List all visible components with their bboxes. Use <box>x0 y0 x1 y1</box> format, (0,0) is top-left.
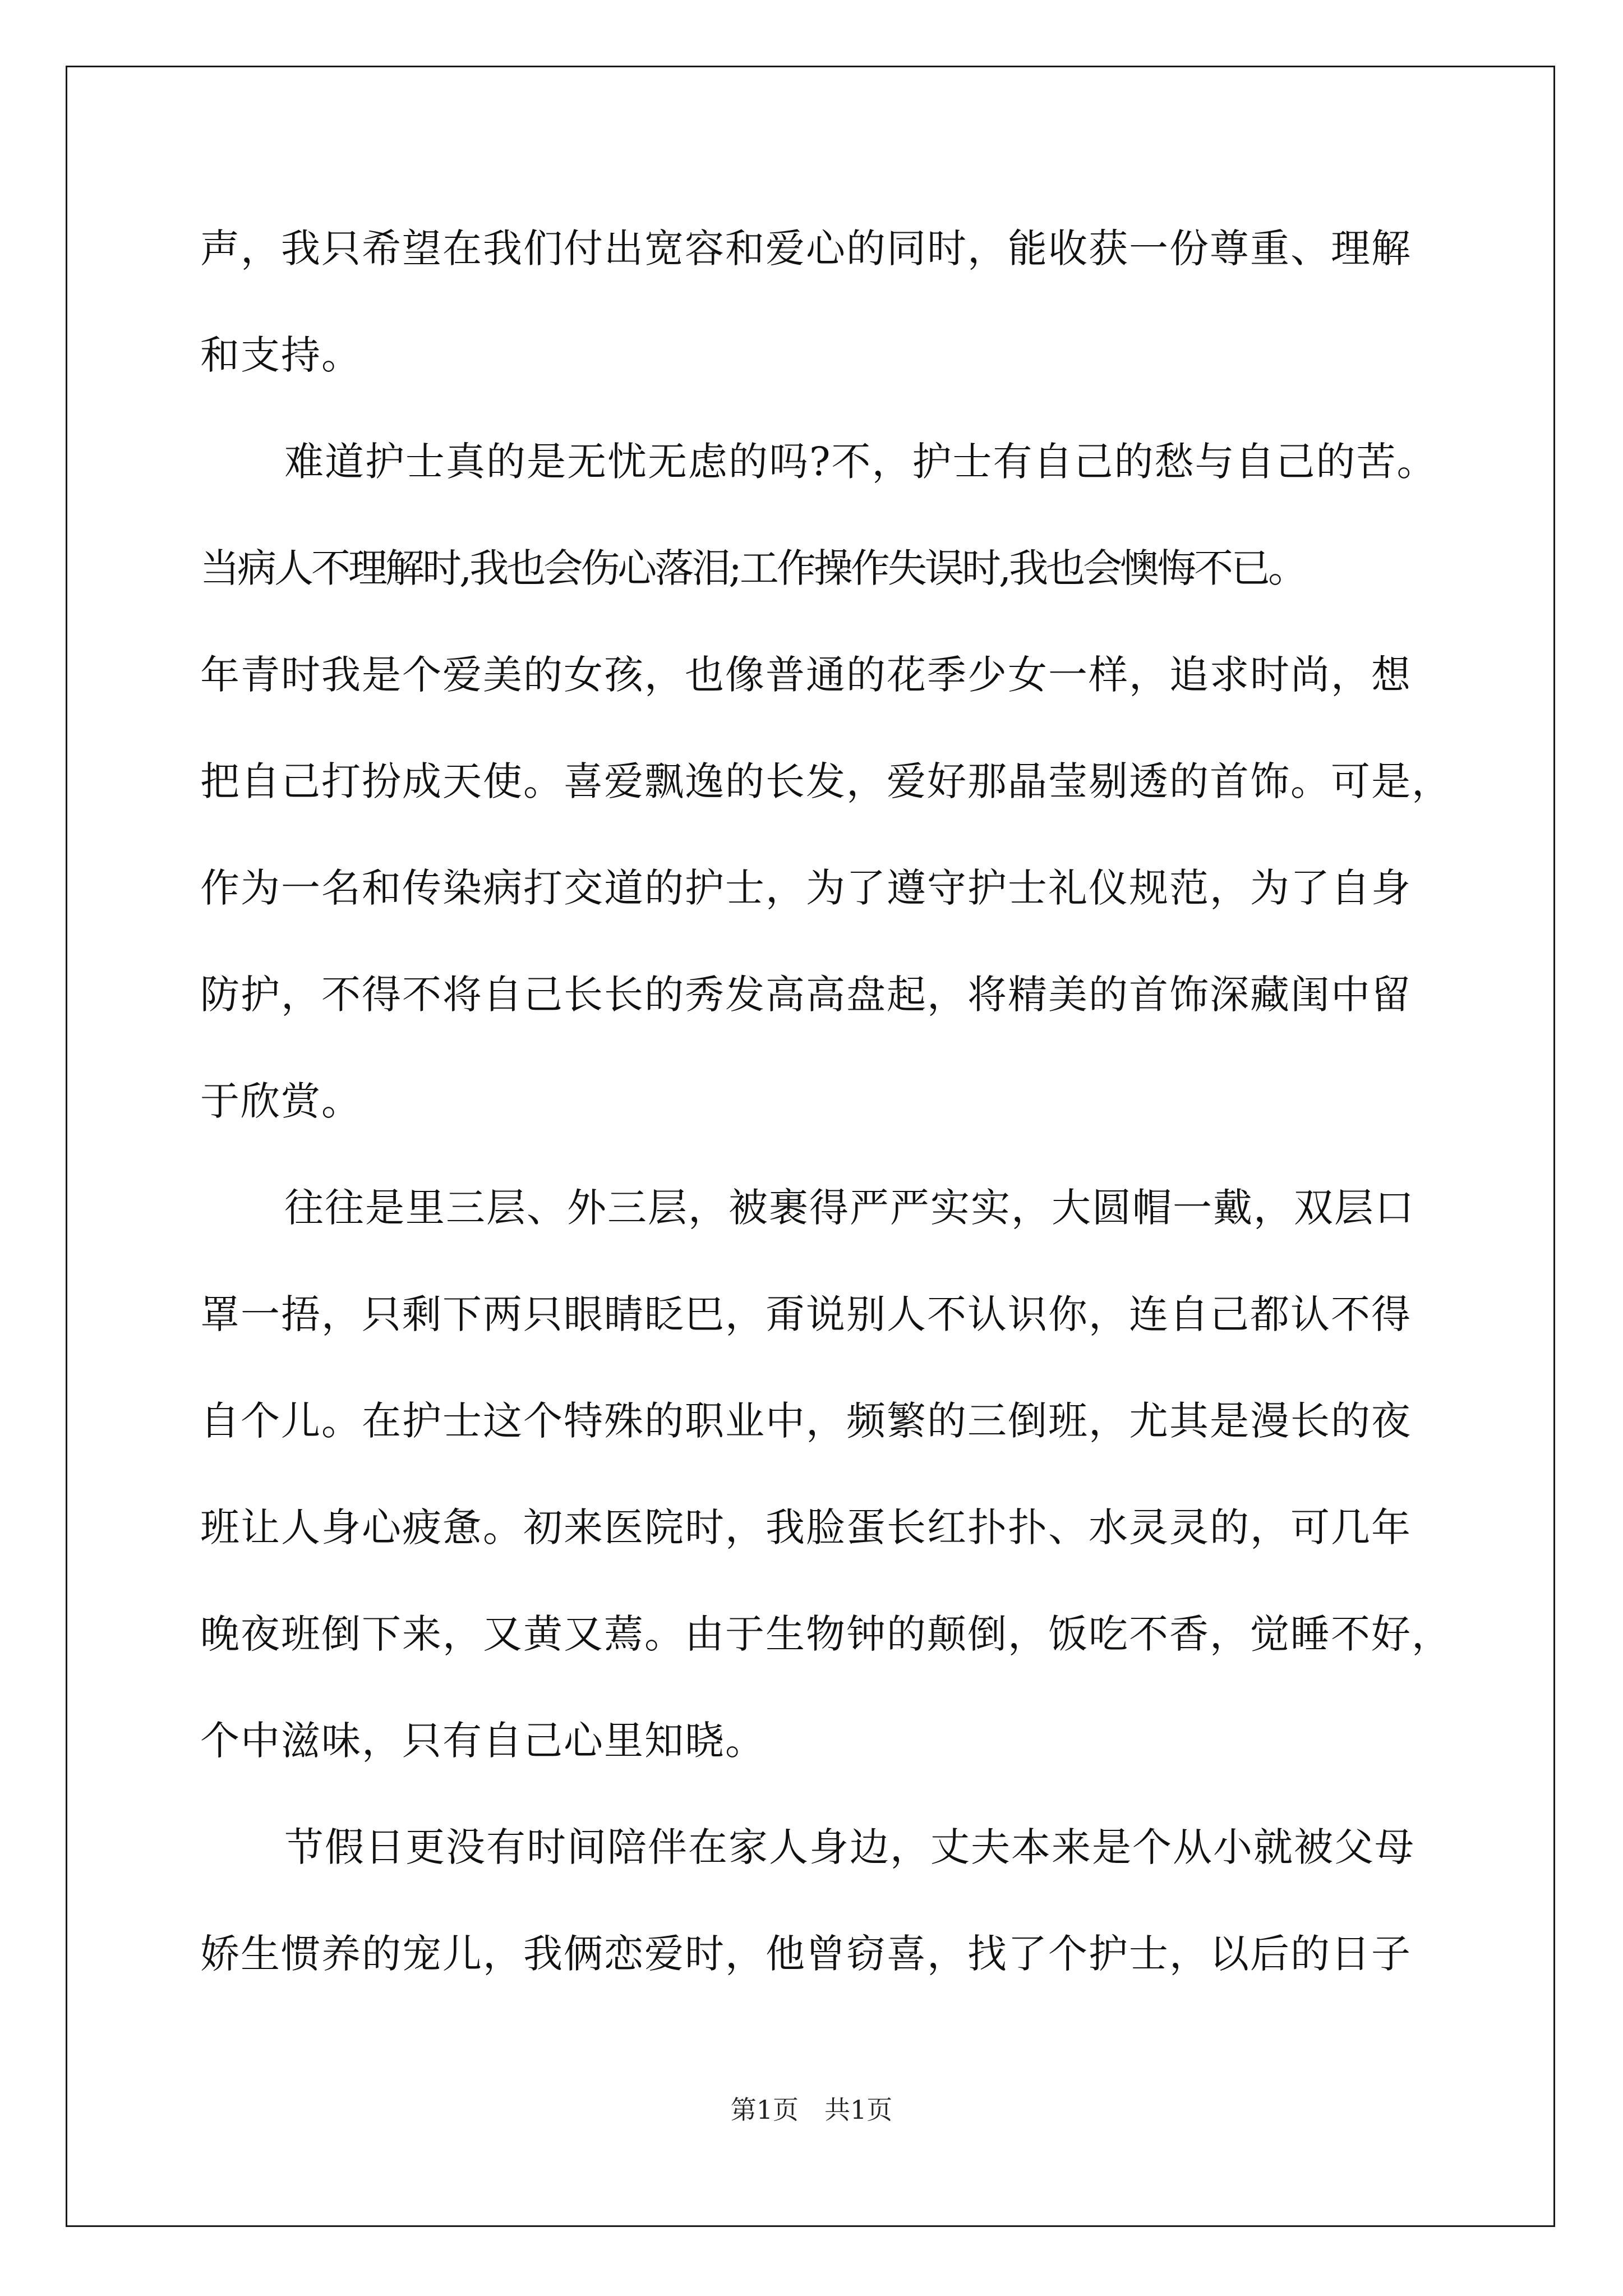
text-line: 于欣赏。 <box>200 1078 362 1124</box>
text-line: 把自己打扮成天使。喜爱飘逸的长发，爱好那晶莹剔透的首饰。可是， <box>200 758 1452 804</box>
text-line: 班让人身心疲惫。初来医院时，我脸蛋长红扑扑、水灵灵的，可几年 <box>200 1504 1412 1550</box>
text-line: 娇生惯养的宠儿，我俩恋爱时，他曾窃喜，找了个护士，以后的日子 <box>200 1931 1412 1977</box>
text-line: 作为一名和传染病打交道的护士，为了遵守护士礼仪规范，为了自身 <box>200 865 1412 911</box>
text-line: 声，我只希望在我们付出宽容和爱心的同时，能收获一份尊重、理解 <box>200 226 1412 272</box>
text-line: 自个儿。在护士这个特殊的职业中，频繁的三倒班，尤其是漫长的夜 <box>200 1398 1412 1444</box>
text-line: 罩一捂，只剩下两只眼睛眨巴，甭说别人不认识你，连自己都认不得 <box>200 1291 1412 1337</box>
text-line: 和支持。 <box>200 332 362 378</box>
text-line: 年青时我是个爱美的女孩，也像普通的花季少女一样，追求时尚，想 <box>200 652 1412 698</box>
text-line: 难道护士真的是无忧无虑的吗?不，护士有自己的愁与自己的苦。 <box>284 439 1437 485</box>
text-line: 晚夜班倒下来，又黄又蔫。由于生物钟的颠倒，饭吃不香，觉睡不好， <box>200 1611 1452 1657</box>
text-line: 当病人不理解时,我也会伤心落泪;工作操作失误时,我也会懊悔不已。 <box>200 545 1306 591</box>
page-border <box>66 66 1555 2227</box>
text-line: 往往是里三层、外三层，被裹得严严实实，大圆帽一戴，双层口 <box>284 1185 1415 1231</box>
page-number-footer: 第1页 共1页 <box>730 2095 893 2125</box>
text-line: 个中滋味，只有自己心里知晓。 <box>200 1718 766 1764</box>
text-line: 节假日更没有时间陪伴在家人身边，丈夫本来是个从小就被父母 <box>284 1824 1415 1870</box>
text-line: 防护，不得不将自己长长的秀发高高盘起，将精美的首饰深藏闺中留 <box>200 972 1412 1018</box>
